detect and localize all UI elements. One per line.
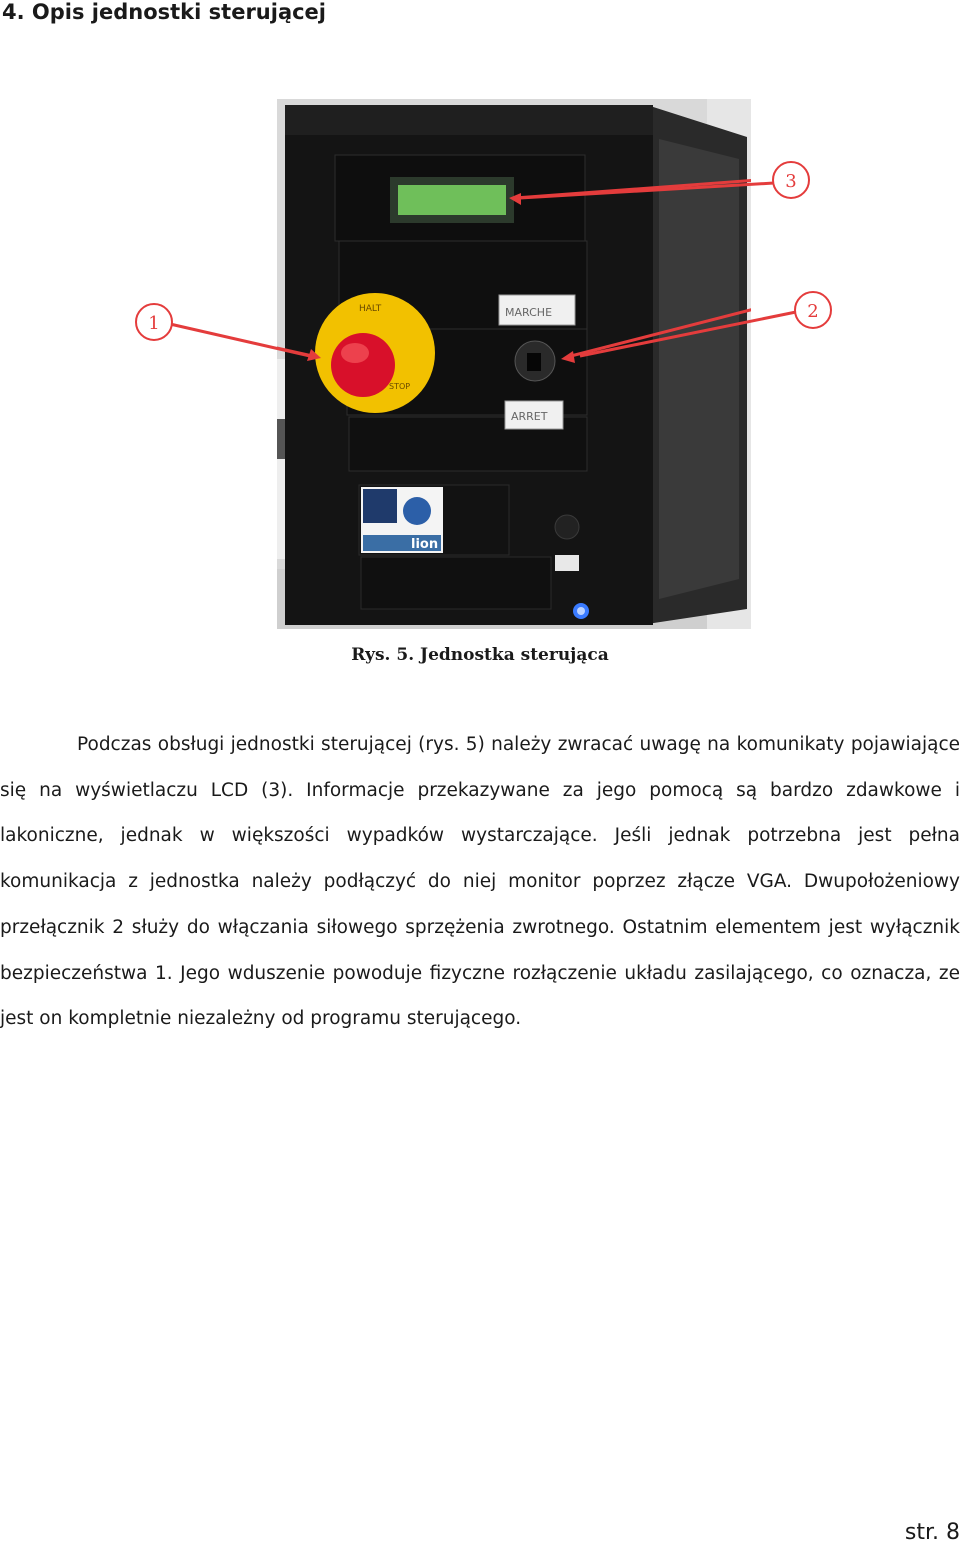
svg-text:ARRET: ARRET (511, 410, 548, 423)
callout-overlay (0, 0, 960, 700)
svg-text:2: 2 (807, 301, 819, 322)
body-text (0, 722, 960, 1042)
svg-text:HALT: HALT (359, 304, 382, 314)
svg-text:lion: lion (411, 537, 439, 552)
svg-text:3: 3 (785, 171, 797, 192)
page-number: str. 8 (904, 1520, 960, 1545)
svg-text:1: 1 (148, 313, 160, 334)
paragraph: Podczas obsługi jednostki sterującej (rys. 5) należy zwracać uwagę na komunikaty pojawiające się na wyświetlaczu LCD (3). Informacje przekazywane za jego pomocą są bardzo zdawkowe i lakoniczne, jednak w większości wypadków wystarczające. Jeśli jednak potrzebna jest pełna komunikacja z jednostka należy podłączyć do niej monitor poprzez złącze VGA. Dwupołożeniowy przełącznik 2 służy do włączania siłowego sprzężenia zwrotnego. Ostatnim elementem jest wyłącznik bezpieczeństwa 1. Jego wduszenie powoduje fizyczne rozłączenie układu zasilającego, co oznacza, ze jest on kompletnie niezależny od programu sterującego. (0, 734, 960, 1030)
figure-caption: Rys. 5. Jednostka sterująca (351, 645, 609, 665)
svg-text:MARCHE: MARCHE (505, 306, 553, 319)
svg-text:STOP: STOP (389, 382, 411, 391)
section-title: 4. Opis jednostki sterującej (2, 0, 327, 24)
